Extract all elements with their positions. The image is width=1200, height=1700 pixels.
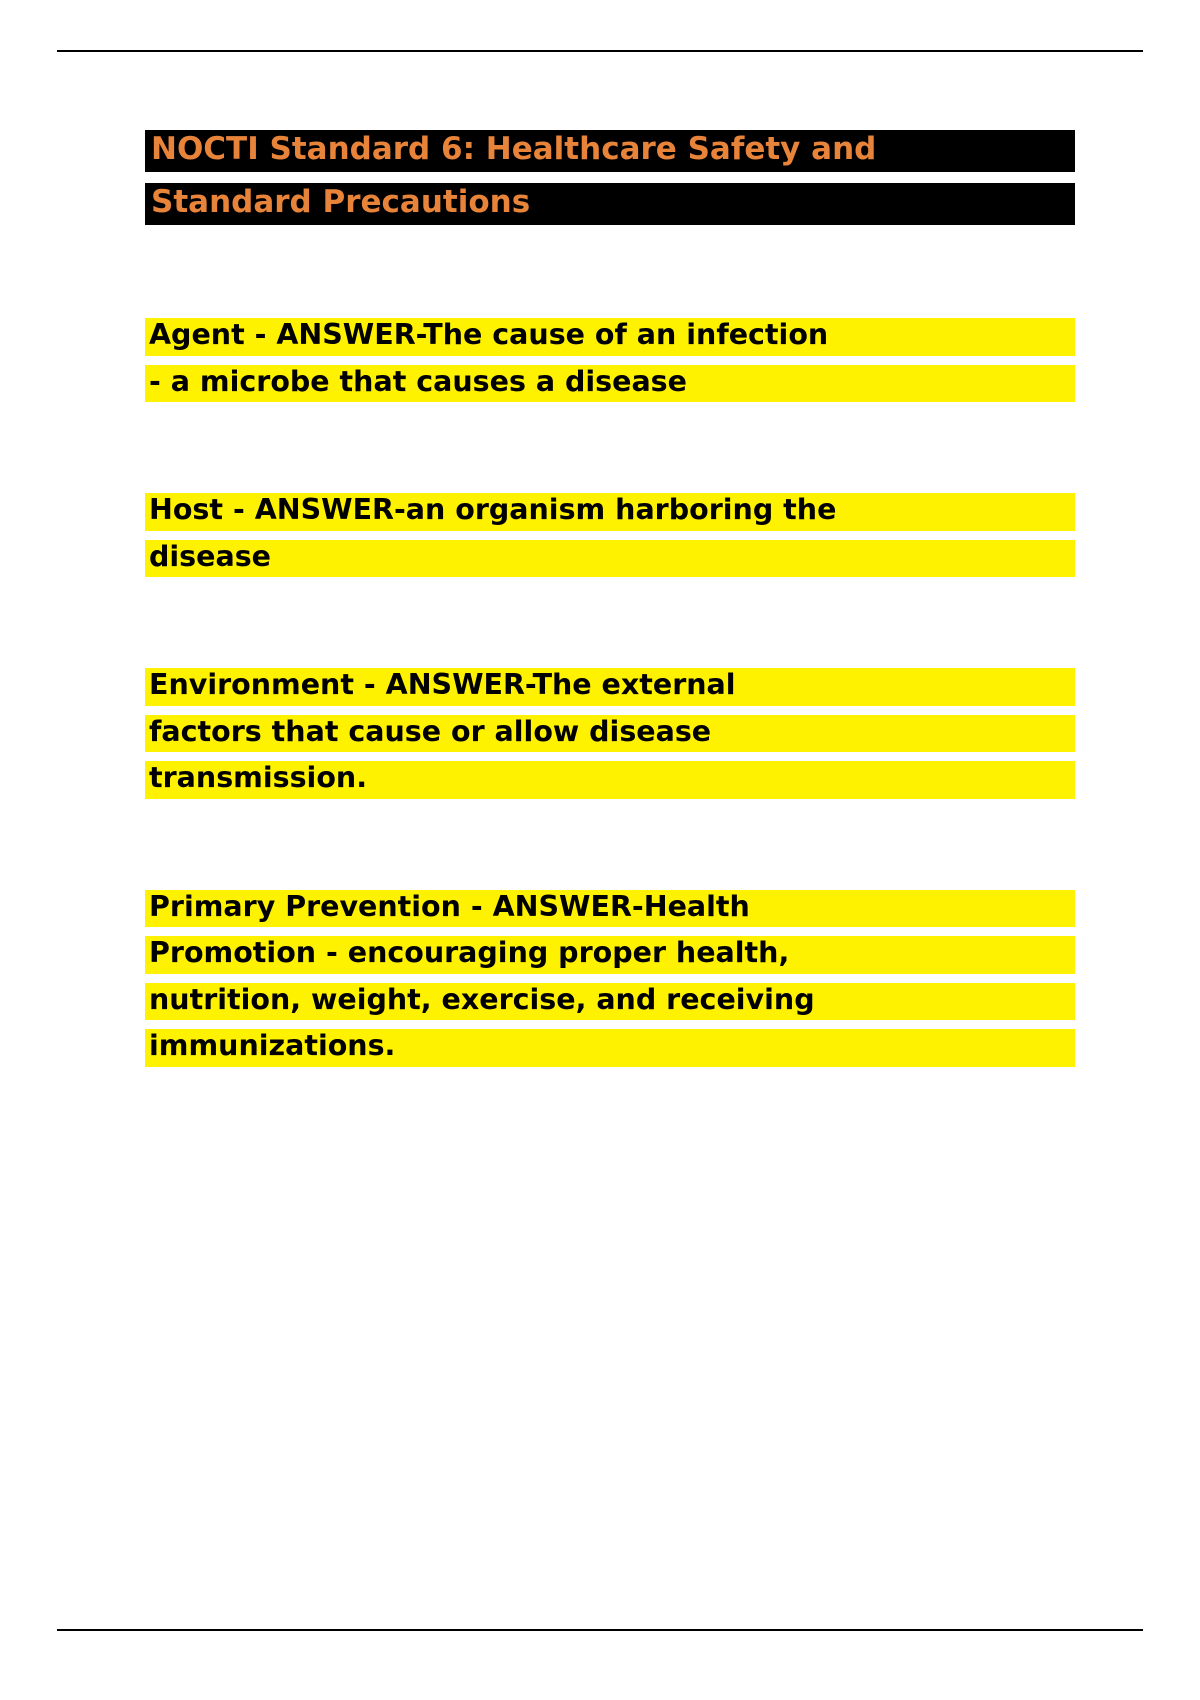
spacer-after-environment (145, 808, 1075, 890)
document-title (145, 130, 1075, 225)
term-entry-environment (145, 668, 1075, 799)
term-entry-host-line-2: disease (145, 540, 1075, 578)
term-entry-environment-line-2: factors that cause or allow disease (145, 715, 1075, 753)
page-title-line-2: Standard Precautions (145, 183, 1075, 225)
term-entry-agent (145, 318, 1075, 402)
term-entry-agent-line-2: - a microbe that causes a disease (145, 365, 1075, 403)
spacer-after-host (145, 586, 1075, 668)
term-entry-primary-prevention-line-3: nutrition, weight, exercise, and receiving (145, 983, 1075, 1021)
footer-divider-line (57, 1629, 1143, 1631)
spacer-after-title (145, 236, 1075, 318)
term-entry-primary-prevention-line-1: Primary Prevention - ANSWER-Health (145, 890, 1075, 928)
term-entry-environment-line-1: Environment - ANSWER-The external (145, 668, 1075, 706)
term-entry-primary-prevention (145, 890, 1075, 1067)
term-entry-host (145, 493, 1075, 577)
term-entry-primary-prevention-line-4: immunizations. (145, 1029, 1075, 1067)
spacer-after-agent (145, 411, 1075, 493)
header-divider-line (57, 50, 1143, 52)
term-entry-primary-prevention-line-2: Promotion - encouraging proper health, (145, 936, 1075, 974)
document-content (145, 130, 1075, 1076)
page-title-line-1: NOCTI Standard 6: Healthcare Safety and (145, 130, 1075, 172)
term-entry-environment-line-3: transmission. (145, 761, 1075, 799)
term-entry-agent-line-1: Agent - ANSWER-The cause of an infection (145, 318, 1075, 356)
term-entry-host-line-1: Host - ANSWER-an organism harboring the (145, 493, 1075, 531)
